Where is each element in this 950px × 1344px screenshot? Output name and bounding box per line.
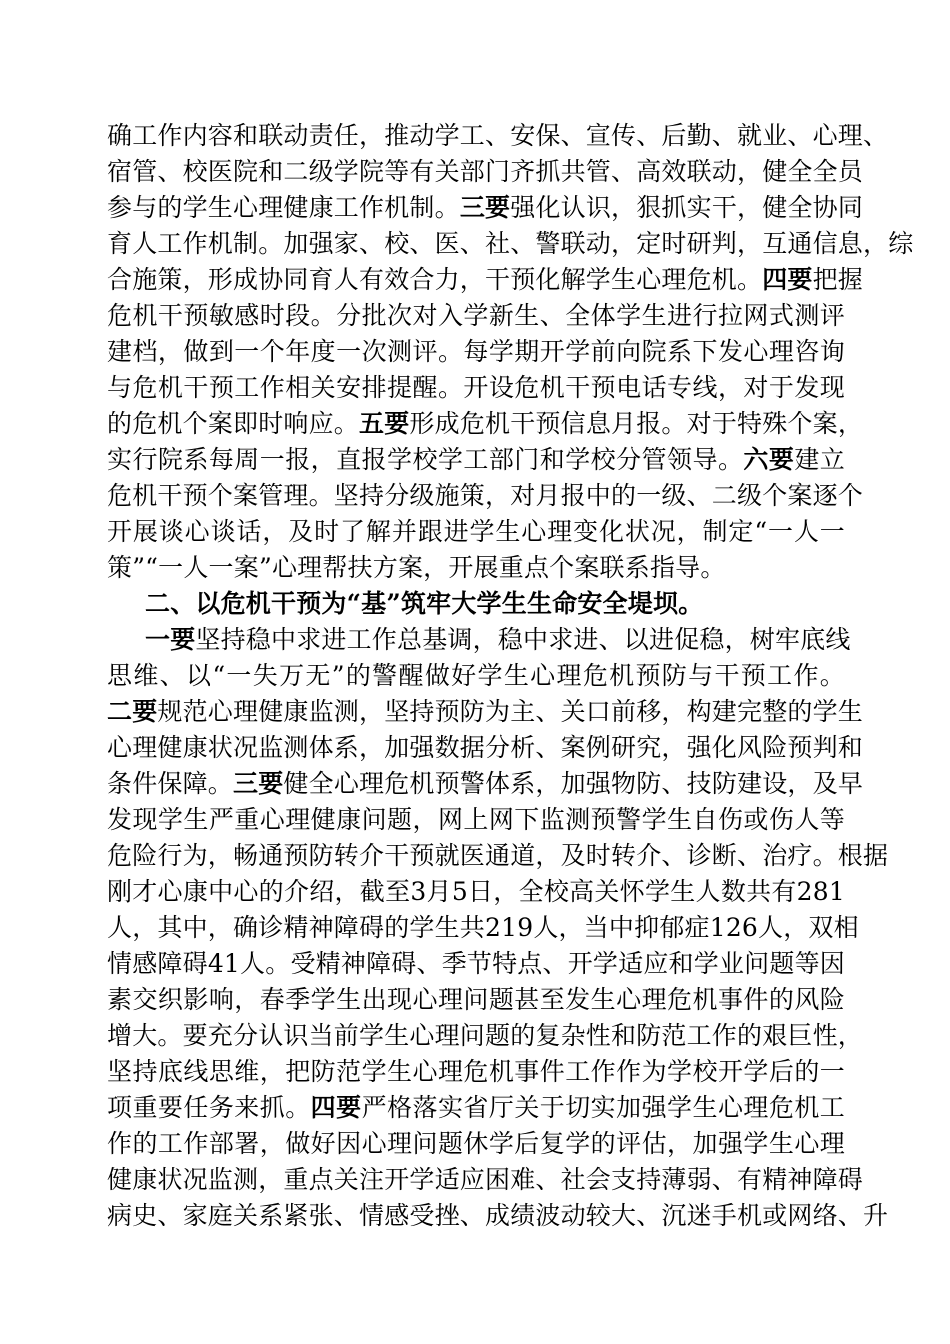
- text-line: [107, 1054, 845, 1090]
- text-span: 育人工作机制。加强家、校、医、社、警联动，定时研判，互通信息，综: [107, 229, 914, 258]
- text-span: 的危机个案即时响应。: [107, 409, 360, 438]
- text-line: [107, 910, 859, 946]
- text-line: [107, 550, 845, 586]
- text-span: 心理健康状况监测体系，加强数据分析、案例研究，强化风险预判和: [107, 733, 864, 762]
- text-span: 与危机干预工作相关安排提醒。开设危机干预电话专线，对于发现: [107, 373, 845, 402]
- text-span: 开展谈心谈话，及时了解并跟进学生心理变化状况，制定“一人一: [107, 517, 845, 546]
- text-line: [107, 118, 889, 154]
- text-span: 情感障碍41人。受精神障碍、季节特点、开学适应和学业问题等因: [107, 949, 845, 978]
- text-span: 建立: [794, 445, 845, 474]
- bold-keyword: 三要: [459, 193, 511, 222]
- text-line: [107, 334, 845, 370]
- text-line: [107, 658, 845, 694]
- text-line: [107, 694, 864, 730]
- text-line: [107, 1018, 864, 1054]
- text-span: 坚持稳中求进工作总基调，稳中求进、以进促稳，树牢底线: [195, 625, 851, 654]
- text-line: [107, 1162, 864, 1198]
- text-line: [107, 298, 845, 334]
- text-span: 形成危机干预信息月报。对于特殊个案，: [409, 409, 864, 438]
- text-span: 严格落实省厅关于切实加强学生心理危机工: [361, 1093, 845, 1122]
- text-span: 坚持底线思维，把防范学生心理危机事件工作作为学校开学后的一: [107, 1057, 845, 1086]
- text-span: 健全心理危机预警体系，加强物防、技防建设，及早: [283, 769, 864, 798]
- text-span: 实行院系每周一报，直报学校学工部门和学校分管领导。: [107, 445, 744, 474]
- text-line: [107, 1090, 845, 1126]
- bold-keyword: 四要: [762, 265, 813, 294]
- text-span: 项重要任务来抓。: [107, 1093, 311, 1122]
- text-span: 危机干预个案管理。坚持分级施策，对月报中的一级、二级个案逐个: [107, 481, 864, 510]
- text-span: 合施策，形成协同育人有效合力，干预化解学生心理危机。: [107, 265, 763, 294]
- bold-keyword: 二要: [107, 697, 158, 726]
- section-heading: [145, 586, 845, 622]
- text-span: 刚才心康中心的介绍，截至3月5日，全校高关怀学生人数共有281: [107, 877, 845, 906]
- bold-keyword: 四要: [310, 1093, 362, 1122]
- text-span: 思维、以“一失万无”的警醒做好学生心理危机预防与干预工作。: [107, 661, 845, 690]
- text-line: [107, 406, 864, 442]
- text-line: [107, 1126, 845, 1162]
- text-line: [145, 622, 851, 658]
- text-line: [107, 226, 914, 262]
- text-span: 病史、家庭关系紧张、情感受挫、成绩波动较大、沉迷手机或网络、升: [107, 1201, 889, 1230]
- text-span: 建档，做到一个年度一次测评。每学期开学前向院系下发心理咨询: [107, 337, 845, 366]
- text-span: 把握: [812, 265, 864, 294]
- text-span: 条件保障。: [107, 769, 234, 798]
- text-line: [107, 766, 864, 802]
- text-span: 参与的学生心理健康工作机制。: [107, 193, 460, 222]
- bold-keyword: 三要: [233, 769, 284, 798]
- text-line: [107, 982, 845, 1018]
- bold-keyword: 一要: [145, 625, 196, 654]
- bold-keyword: 六要: [743, 445, 795, 474]
- text-line: [107, 730, 864, 766]
- text-span: 增大。要充分认识当前学生心理问题的复杂性和防范工作的艰巨性，: [107, 1021, 864, 1050]
- bold-keyword: 五要: [359, 409, 410, 438]
- text-span: 强化认识，狠抓实干，健全协同: [510, 193, 864, 222]
- text-span: 健康状况监测，重点关注开学适应困难、社会支持薄弱、有精神障碍: [107, 1165, 864, 1194]
- text-span: 素交织影响，春季学生出现心理问题甚至发生心理危机事件的风险: [107, 985, 845, 1014]
- text-line: [107, 262, 864, 298]
- text-line: [107, 1198, 889, 1234]
- text-span: 策”“一人一案”心理帮扶方案，开展重点个案联系指导。: [107, 553, 726, 582]
- text-line: [107, 478, 864, 514]
- text-line: [107, 370, 845, 406]
- heading-text: 二、以危机干预为“基”筑牢大学生生命安全堤坝。: [145, 589, 704, 618]
- text-line: [107, 946, 845, 982]
- text-span: 确工作内容和联动责任，推动学工、安保、宣传、后勤、就业、心理、: [107, 121, 889, 150]
- text-line: [107, 874, 845, 910]
- text-line: [107, 442, 845, 478]
- text-line: [107, 154, 864, 190]
- text-span: 危险行为，畅通预防转介干预就医通道，及时转介、诊断、治疗。根据: [107, 841, 889, 870]
- text-span: 发现学生严重心理健康问题，网上网下监测预警学生自伤或伤人等: [107, 805, 845, 834]
- text-span: 宿管、校医院和二级学院等有关部门齐抓共管、高效联动，健全全员: [107, 157, 864, 186]
- text-span: 作的工作部署，做好因心理问题休学后复学的评估，加强学生心理: [107, 1129, 845, 1158]
- text-span: 危机干预敏感时段。分批次对入学新生、全体学生进行拉网式测评: [107, 301, 845, 330]
- text-span: 人，其中，确诊精神障碍的学生共219人，当中抑郁症126人，双相: [107, 913, 859, 942]
- text-line: [107, 802, 845, 838]
- text-line: [107, 514, 845, 550]
- text-span: 规范心理健康监测，坚持预防为主、关口前移，构建完整的学生: [157, 697, 864, 726]
- text-line: [107, 838, 889, 874]
- text-line: [107, 190, 864, 226]
